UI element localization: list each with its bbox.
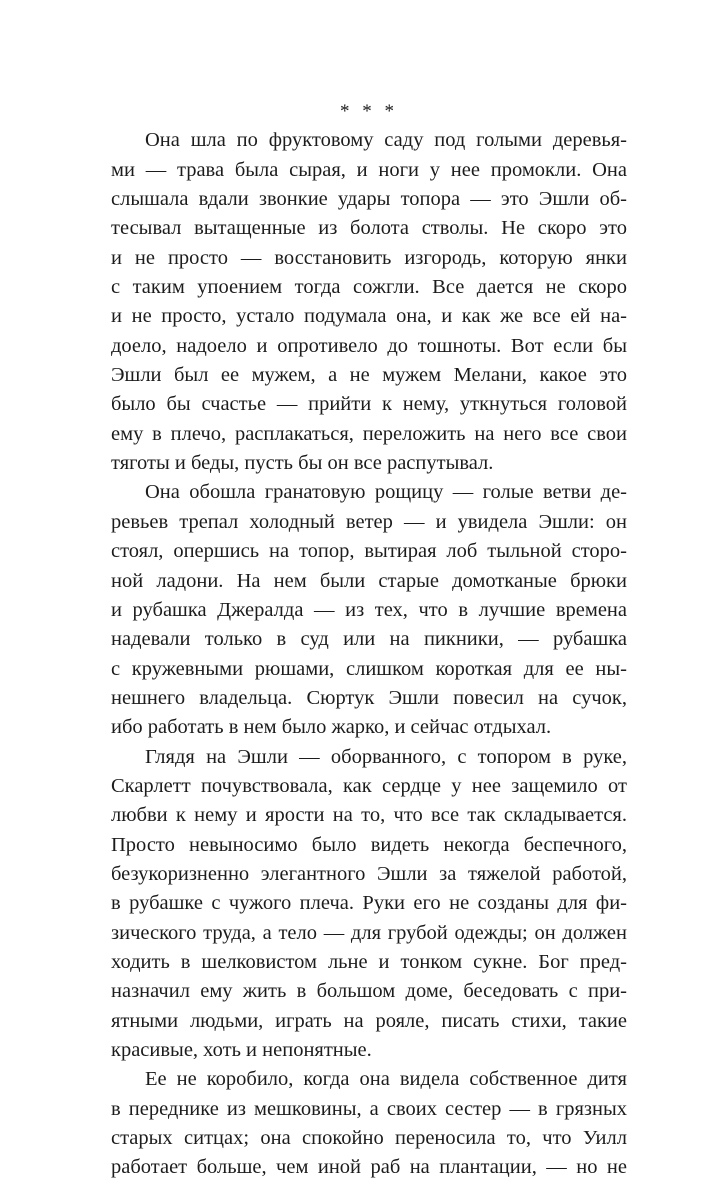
text-line: доело, надоело и опротивело до тошноты. Вот если бы: [111, 334, 627, 357]
text-line: в переднике из мешковины, а своих сестер — в грязных: [111, 1097, 627, 1120]
text-line: Она обошла гранатовую рощицу — голые ветви де-: [145, 481, 627, 504]
text-line: и не просто, устало подумала она, и как же все ей на-: [111, 305, 627, 328]
text-line: безукоризненно элегантного Эшли за тяжелой работой,: [111, 862, 627, 885]
text-line: Просто невыносимо было видеть некогда беспечного,: [111, 833, 627, 856]
text-line: ему в плечо, расплакаться, переложить на него все свои: [111, 422, 627, 445]
text-line: ибо работать в нем было жарко, и сейчас отдыхал.: [111, 716, 552, 739]
text-line: надевали только в суд или на пикники, — рубашка: [111, 628, 627, 651]
text-line: ревьев трепал холодный ветер — и увидела Эшли: он: [111, 510, 627, 533]
text-line: работает больше, чем иной раб на плантации, — но не: [111, 1156, 627, 1179]
section-separator: * * *: [340, 101, 398, 122]
text-line: нешнего владельца. Сюртук Эшли повесил на сучок,: [111, 686, 627, 709]
text-line: Эшли был ее мужем, а не мужем Мелани, какое это: [111, 364, 627, 387]
text-line: тесывал вытащенные из болота стволы. Не скоро это: [111, 217, 627, 240]
text-line: старых ситцах; она спокойно переносила то, что Уилл: [111, 1127, 627, 1150]
text-line: слышала вдали звонкие удары топора — это Эшли об-: [111, 188, 627, 211]
text-line: в рубашке с чужого плеча. Руки его не созданы для фи-: [111, 892, 627, 915]
text-line: Ее не коробило, когда она видела собственное дитя: [145, 1068, 627, 1091]
text-line: Она шла по фруктовому саду под голыми деревья-: [145, 129, 627, 152]
text-line: ной ладони. На нем были старые домотканые брюки: [111, 569, 627, 592]
text-line: и рубашка Джералда — из тех, что в лучшие времена: [111, 598, 627, 621]
text-line: Глядя на Эшли — оборванного, с топором в руке,: [145, 745, 627, 768]
text-line: с таким упоением тогда сожгли. Все дается не скоро: [111, 276, 627, 299]
text-line: тяготы и беды, пусть бы он все распутывал.: [111, 452, 494, 475]
text-line: с кружевными рюшами, слишком короткая для ее ны-: [111, 657, 627, 680]
text-line: ходить в шелковистом льне и тонком сукне. Бог пред-: [111, 950, 627, 973]
text-line: зического труда, а тело — для грубой одежды; он должен: [111, 921, 627, 944]
text-line: было бы счастье — прийти к нему, уткнуться головой: [111, 393, 627, 416]
body-text: [111, 97, 627, 1183]
text-line: Скарлетт почувствовала, как сердце у нее защемило от: [111, 774, 627, 797]
text-line: красивые, хоть и непонятные.: [111, 1039, 372, 1061]
text-line: стоял, опершись на топор, вытирая лоб тыльной сторо-: [111, 540, 627, 563]
text-line: любви к нему и ярости на то, что все так складывается.: [111, 804, 627, 827]
text-line: и не просто — восстановить изгородь, которую янки: [111, 246, 627, 269]
text-line: ми — трава была сырая, и ноги у нее промокли. Она: [111, 158, 627, 181]
text-line: ятными людьми, играть на рояле, писать стихи, такие: [111, 1009, 627, 1032]
text-line: назначил ему жить в большом доме, беседовать с при-: [111, 980, 627, 1003]
